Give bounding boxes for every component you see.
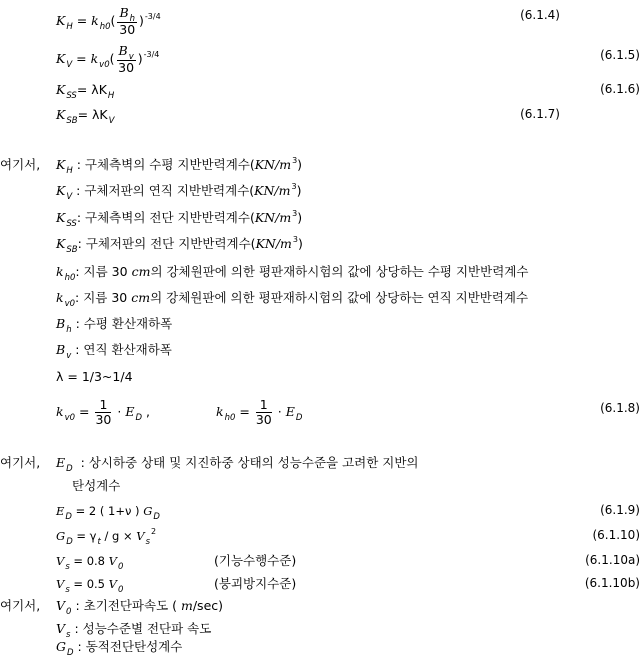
fraction: $\frac{1}{30}$ — [255, 397, 272, 427]
equation-6-1-8-left: $k_{v0}$ = $\frac{1}{30}$ · $E_D$ , — [56, 397, 150, 427]
fraction: $\frac{B_h}{30}$ — [119, 5, 136, 37]
equation-6-1-5: $K_V = k_{v0}$( $\frac{B_v}{30}$ )$^{-3/4}$ — [56, 43, 160, 75]
equation-number: (6.1.8) — [600, 401, 640, 415]
definition-vs: $V_s$ : 성능수준별 전단파 속도 — [56, 621, 212, 640]
equation-6-1-4: $K_H = k_{h0}$( $\frac{B_h}{30}$ )$^{-3/4}$ — [56, 5, 161, 37]
equation-6-1-10b: $V_s = 0.5$ $V_0$ — [56, 577, 124, 595]
equation-number: (6.1.10) — [592, 528, 640, 542]
definition-kh: $K_H$ : 구체측벽의 수평 지반반력계수$(KN/m^3)$ — [56, 156, 303, 176]
where-label: 여기서, — [0, 157, 41, 172]
definition-bv: $B_v$ : 연직 환산재하폭 — [56, 342, 172, 361]
definition-kh0: $k_{h0}$: 지름 30 cm의 강체원판에 의한 평판재하시험의 값에 상당하는 수평 지반반력계수 — [56, 264, 529, 283]
definition-ed: $E_D$ : 상시하중 상태 및 지진하중 상태의 성능수준을 고려한 지반의 — [56, 455, 419, 474]
definition-kss: $K_{SS}$: 구체측벽의 전단 지반반력계수$(KN/m^3)$ — [56, 209, 303, 229]
equation-number: (6.1.10a) — [585, 553, 640, 567]
equation-number: (6.1.4) — [520, 8, 560, 22]
equation-number: (6.1.5) — [600, 48, 640, 62]
fraction: $\frac{1}{30}$ — [95, 397, 112, 427]
equation-number: (6.1.9) — [600, 503, 640, 517]
where-label: 여기서, — [0, 455, 41, 470]
fraction: $\frac{B_v}{30}$ — [118, 43, 135, 75]
equation-number: (6.1.7) — [520, 107, 560, 121]
equation-note: (붕괴방지수준) — [214, 576, 297, 591]
lambda-range: λ = 1/3~1/4 — [56, 369, 133, 384]
definition-ed-continued: 탄성계수 — [72, 478, 121, 493]
definition-ksb: $K_{SB}$: 구체저판의 전단 지반반력계수$(KN/m^3)$ — [56, 235, 303, 255]
equation-6-1-6: $K_{SS}= \lambda K_H$ — [56, 82, 115, 101]
equation-number: (6.1.6) — [600, 82, 640, 96]
definition-kv0: $k_{v0}$: 지름 30 cm의 강체원판에 의한 평판재하시험의 값에 상당하는 연직 지반반력계수 — [56, 290, 529, 309]
equation-6-1-8-right: $k_{h0}$ = $\frac{1}{30}$ · $E_D$ — [216, 397, 303, 427]
definition-bh: $B_h$ : 수평 환산재하폭 — [56, 316, 173, 335]
equation-6-1-10a: $V_s = 0.8$ $V_0$ — [56, 554, 124, 572]
where-label: 여기서, — [0, 598, 41, 613]
equation-note: (기능수행수준) — [214, 553, 297, 568]
definition-kv: $K_V$ : 구체저판의 연직 지반반력계수$(KN/m^3)$ — [56, 182, 302, 202]
definition-gd: $G_D$ : 동적전단탄성계수 — [56, 639, 183, 658]
equation-6-1-7: $K_{SB}= \lambda K_V$ — [56, 107, 115, 126]
definition-v0: $V_0$ : 초기전단파속도 ( m/sec) — [56, 598, 224, 617]
equation-6-1-9: $E_D = 2$ ( 1+ν ) $G_D$ — [56, 504, 160, 522]
equation-number: (6.1.10b) — [584, 576, 640, 590]
equation-6-1-10: $G_D = \gamma_t / g \times V_s^2$ — [56, 527, 157, 547]
